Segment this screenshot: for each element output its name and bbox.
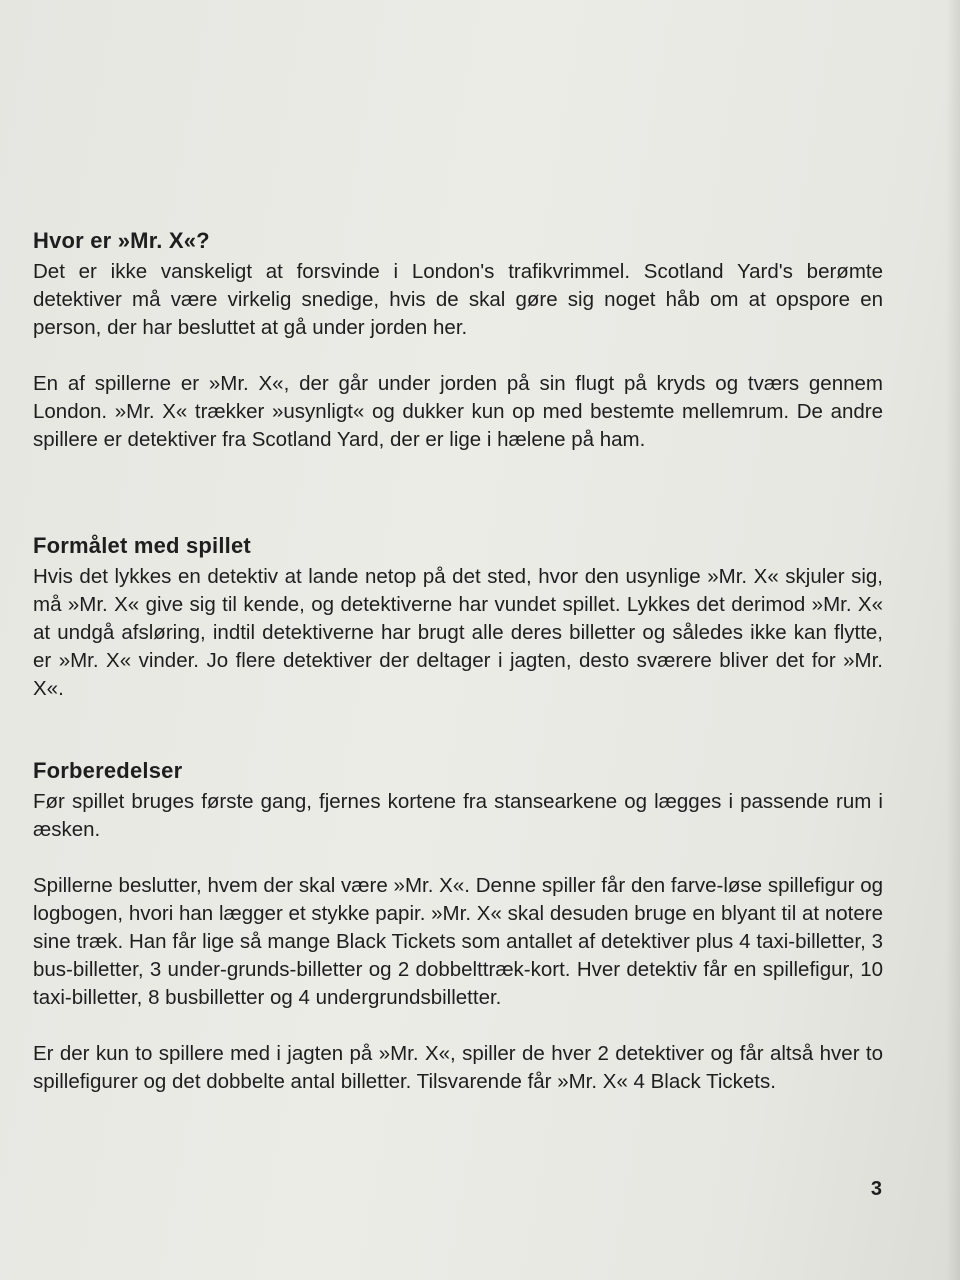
- section-heading: Forberedelser: [33, 758, 183, 783]
- section-heading: Hvor er »Mr. X«?: [33, 228, 210, 253]
- section-heading: Formålet med spillet: [33, 533, 251, 558]
- section-preparations: [33, 758, 883, 1096]
- paragraph: En af spillerne er »Mr. X«, der går under jorden på sin flugt på kryds og tværs gennem London. »Mr. X« trækker »usynligt« og dukker kun op med bestemte mellemrum. De andre spillere er detektiver fra Scotland Yard, der er lige i hælene på ham.: [33, 372, 883, 451]
- paragraph: Det er ikke vanskeligt at forsvinde i London's trafikvrimmel. Scotland Yard's berømte detektiver må være virkelig snedige, hvis de skal gøre sig noget håb om at opspore en person, der har besluttet at gå under jorden her.: [33, 260, 883, 339]
- page-number: 3: [870, 1178, 882, 1200]
- page-edge-shadow: [946, 0, 960, 1280]
- paragraph: Spillerne beslutter, hvem der skal være »Mr. X«. Denne spiller får den farve-løse spillefigur og logbogen, hvori han lægger et stykke papir. »Mr. X« skal desuden bruge en blyant til at notere sine træk. Han får lige så mange Black Tickets som antallet af detektiver plus 4 taxi-billetter, 3 bus-billetter, 3 under-grunds-billetter og 2 dobbelttræk-kort. Hver detektiv får en spillefigur, 10 taxi-billetter, 8 busbilletter og 4 undergrundsbilletter.: [33, 874, 883, 1009]
- paragraph: Hvis det lykkes en detektiv at lande netop på det sted, hvor den usynlige »Mr. X« skjuler sig, må »Mr. X« give sig til kende, og detektiverne har vundet spillet. Lykkes det derimod »Mr. X« at undgå afsløring, indtil detektiverne har brugt alle deres billetter og således ikke kan flytte, er »Mr. X« vinder. Jo flere detektiver der deltager i jagten, desto sværere bliver det for »Mr. X«.: [33, 565, 883, 700]
- paragraph: Før spillet bruges første gang, fjernes kortene fra stansearkene og lægges i passende rum i æsken.: [33, 790, 883, 841]
- section-where-is-mr-x: [33, 228, 883, 454]
- paragraph: Er der kun to spillere med i jagten på »Mr. X«, spiller de hver 2 detektiver og får altså hver to spillefigurer og det dobbelte antal billetter. Tilsvarende får »Mr. X« 4 Black Tickets.: [33, 1042, 883, 1093]
- section-game-objective: [33, 533, 883, 703]
